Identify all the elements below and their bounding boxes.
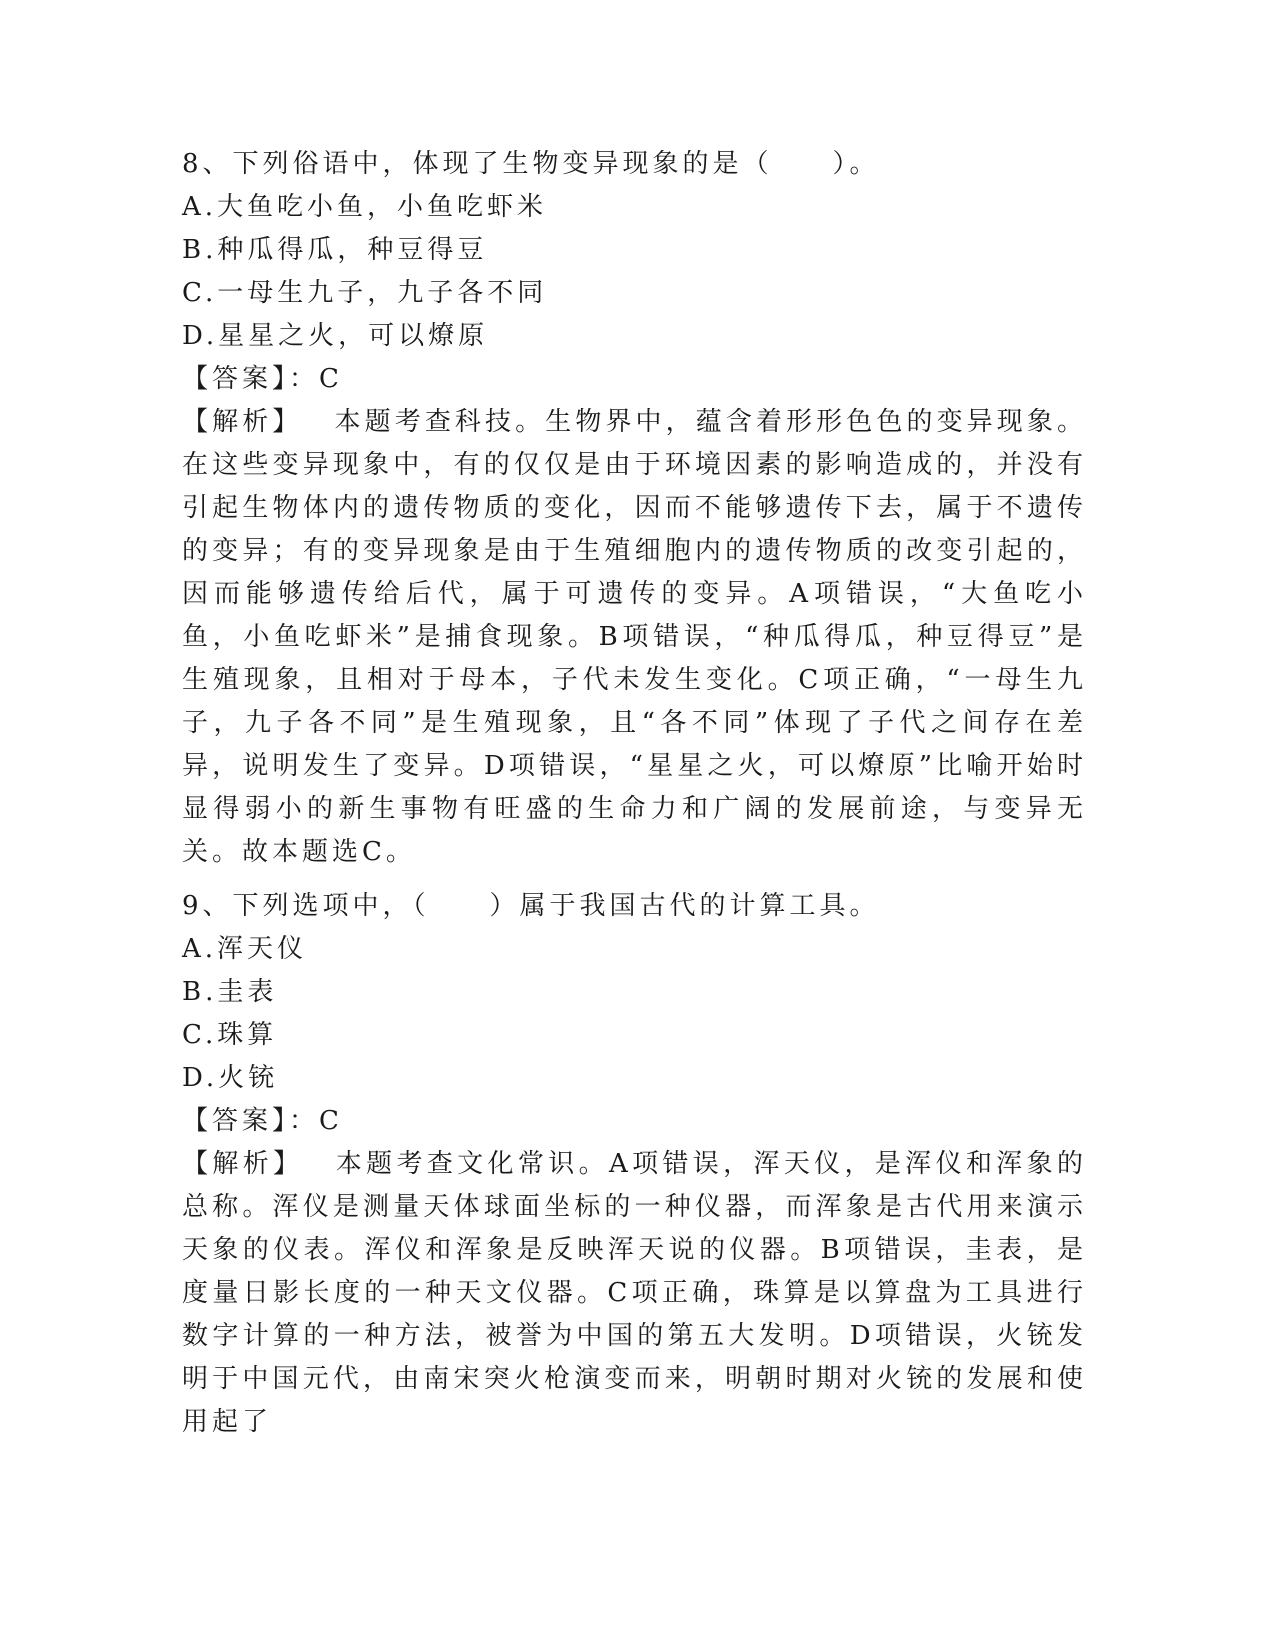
analysis-text: 本题考查科技。生物界中，蕴含着形形色色的变异现象。在这些变异现象中，有的仅仅是由于环境因素的影响造成的，并没有引起生物体内的遗传物质的变化，因而不能够遗传下去，属于不遗传的变异；有的变异现象是由于生殖细胞内的遗传物质的改变引起的，因而能够遗传给后代，属于可遗传的变异。A项错误，“大鱼吃小鱼，小鱼吃虾米”是捕食现象。B项错误，“种瓜得瓜，种豆得豆”是生殖现象，且相对于母本，子代未发生变化。C项正确，“一母生九子，九子各不同”是生殖现象，且“各不同”体现了子代之间存在差异，说明发生了变异。D项错误，“星星之火，可以燎原”比喻开始时显得弱小的新生事物有旺盛的生命力和广阔的发展前途，与变异无关。故本题选C。 <box>182 407 1087 867</box>
answer-line <box>182 1100 1087 1143</box>
question-stem: 8、下列俗语中，体现了生物变异现象的是（ ）。 <box>182 149 880 179</box>
analysis-paragraph <box>182 401 1087 874</box>
option-d: D.星星之火，可以燎原 <box>182 321 489 351</box>
question-9 <box>182 885 1087 1444</box>
option-b: B.圭表 <box>182 977 278 1007</box>
analysis-text: 本题考查文化常识。A项错误，浑天仪，是浑仪和浑象的总称。浑仪是测量天体球面坐标的一种仪器，而浑象是古代用来演示天象的仪表。浑仪和浑象是反映浑天说的仪器。B项错误，圭表，是度量日影长度的一种天文仪器。C项正确，珠算是以算盘为工具进行数字计算的一种方法，被誉为中国的第五大发明。D项错误，火铳发明于中国元代，由南宋突火枪演变而来，明朝时期对火铳的发展和使用起了 <box>182 1149 1087 1437</box>
document-page <box>182 143 1087 1444</box>
option-d: D.火铳 <box>182 1063 279 1093</box>
option-a: A.浑天仪 <box>182 934 308 964</box>
option-c: C.珠算 <box>182 1020 278 1050</box>
option-b: B.种瓜得瓜，种豆得豆 <box>182 235 488 265</box>
question-stem: 9、下列选项中，（ ）属于我国古代的计算工具。 <box>182 891 880 921</box>
answer-label: 【答案】： <box>182 364 320 394</box>
answer-value: C <box>319 1106 343 1136</box>
answer-line <box>182 358 1087 401</box>
option-a: A.大鱼吃小鱼，小鱼吃虾米 <box>182 192 548 222</box>
analysis-label: 【解析】 <box>182 1149 304 1179</box>
analysis-label: 【解析】 <box>182 407 303 437</box>
question-8 <box>182 143 1087 874</box>
option-c: C.一母生九子，九子各不同 <box>182 278 548 308</box>
answer-label: 【答案】： <box>182 1106 320 1136</box>
answer-value: C <box>319 364 343 394</box>
analysis-paragraph <box>182 1143 1087 1444</box>
